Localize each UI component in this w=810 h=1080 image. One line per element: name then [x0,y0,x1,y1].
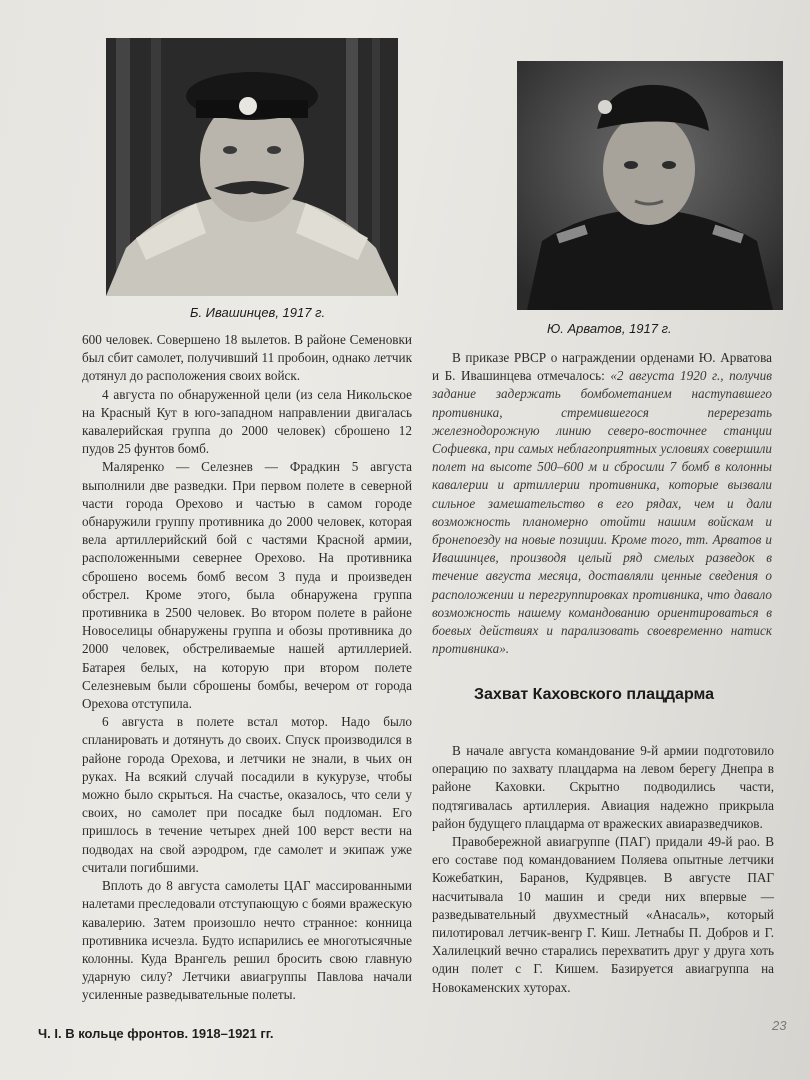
paragraph: В начале августа командование 9-й армии подготовило операцию по захвату плацдарма на левом берегу Днепра в районе Каховки. Скрытно подводились части, подтягивалась артиллерия. Авиация надежно прикрыла район будущего плацдарма от вражеских авиаразведчиков. [432,743,774,831]
paragraph: Вплоть до 8 августа самолеты ЦАГ массированными налетами преследовали отступающую с боями вражескую кавалерию. Затем произошло нечто странное: конница противника исчезла. Будто испарились ее многотысячные колонны. Куда Врангель решил бросить свою главную ударную силу? Летчики авиагруппы Павлова начали усиленные разведывательные полеты. [82,878,412,1003]
order-intro: В приказе РВСР о награждении орденами Ю. Арватова и Б. Ивашинцева отмечалось: [432,350,772,384]
paragraph: Правобережной авиагруппе (ПАГ) придали 49-й рао. В его составе под командованием Поляева опытные летчики Кожебаткин, Баранов, Кудрявцев. В августе ПАГ насчитывала 10 машин и среди них впервые — разведывательный двухместный «Анасаль», который пилотировал летчик-венгр Г. Киш. Летнабы П. Добров и Г. Халилецкий вечно старались перехватить друг у друга хоть один полет с Г. Кишем. Базируется авиагруппа на Новокаменских хуторах. [432,834,774,995]
portrait-photo-ivashintsev [106,38,398,296]
portrait-photo-arvatov [517,61,783,310]
portrait-illustration-ivashintsev [106,38,398,296]
paragraph [432,349,772,658]
page-number: 23 [772,1018,787,1033]
paragraph: 600 человек. Совершено 18 вылетов. В районе Семеновки был сбит самолет, получивший 11 пробоин, однако летчик дотянул до расположения своих войск. [82,332,412,384]
award-order-text [432,349,772,658]
running-footer-chapter: Ч. I. В кольце фронтов. 1918–1921 гг. [38,1026,274,1041]
left-text-column [82,331,412,1005]
right-text-column [432,742,774,997]
paragraph: Маляренко — Селезнев — Фрадкин 5 августа выполнили две разведки. При первом полете в северной части города Орехово и частью в самом городе обнаружили группу противника до 2000 человек, которая вела артиллерийский бой с частями Красной армии, расположенными севернее Орехово. На противника сброшено восемь бомб весом 3 пуда и произведен обстрел. Кроме этого, была обнаружена группа противника в 2500 человек. Во втором полете в районе Новоселицы обнаружены группа и обозы противника до 2000 человек, обстреливаемые нашей артиллерией. Батарея белых, на которую при втором полете Селезневым были сброшены бомбы, вечером от города Орехова отступила. [82,459,412,712]
portrait-illustration-arvatov [517,61,783,310]
paragraph: 6 августа в полете встал мотор. Надо было спланировать и дотянуть до своих. Спуск производился в районе города Орехова, и летчики не знали, в чьих он руках. На всякий случай посадили в кукурузе, чтобы можно было скрыться. На счастье, оказалось, что сели у своих, но самолет при посадке был подломан. Его пришлось в течение четырех дней 100 верст вести на подводах на свой аэродром, где самолет и экипаж уже считали погибшими. [82,714,412,875]
photo-caption-arvatov: Ю. Арватов, 1917 г. [547,321,672,336]
paragraph: 4 августа по обнаруженной цели (из села Никольское на Красный Кут в юго-западном направлении двигалась кавалерийская группа до 2000 человек) сброшено 12 пудов 25 фунтов бомб. [82,386,412,457]
section-heading: Захват Каховского плацдарма [474,686,715,703]
photo-caption-ivashintsev: Б. Ивашинцев, 1917 г. [190,305,326,320]
order-quote: «2 августа 1920 г., получив задание задержать бомбометанием наступавшего противника, стремившегося перерезать железнодорожную линию северо-восточнее станции Софиевка, при самых неблагоприятных условиях совершили полет на высоте 500–600 м и сбросили 7 бомб в колонны кавалерии и артиллерии противника, которые вызвали сильное замешательство в его рядах, чем и дали возможность планомерно отойти нашим войскам и бронепоезду на новые позиции. Кроме того, тт. Арватов и Ивашинцев, производя целый ряд смелых разведок в течение августа месяца, доставляли ценные сведения о расположении и перегруппировках противника, что давало возможность нашему командованию ориентироваться в боевых действиях и парализовать своевременно натиск противника». [432,368,772,657]
